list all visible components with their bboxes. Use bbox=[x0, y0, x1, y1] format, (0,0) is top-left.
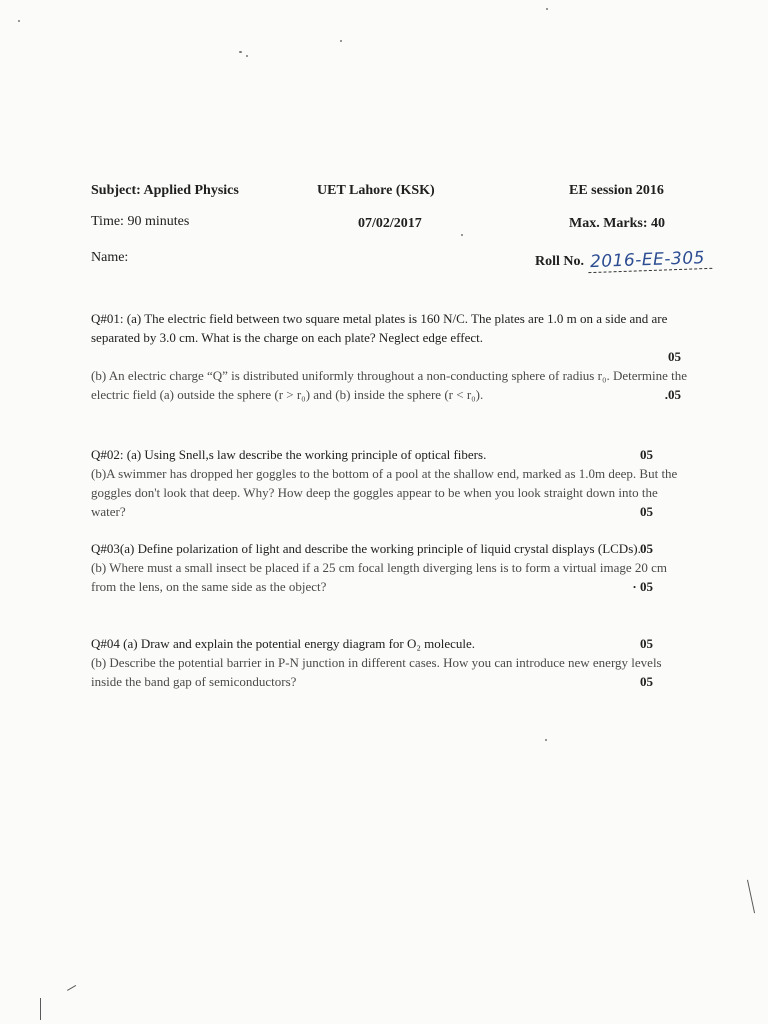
question-3-part-b-text: (b) Where must a small insect be placed if a 25 cm focal length diverging lens is to form a virtual image 20 cm from the lens, on the same side as the object? bbox=[91, 560, 668, 594]
question-4-label: Q#04 bbox=[91, 636, 120, 651]
roll-label: Roll No. bbox=[535, 254, 584, 269]
scan-mark bbox=[747, 880, 755, 913]
roll-value-handwritten: 2016-EE-305 bbox=[587, 248, 712, 273]
question-3-part-a-marks: 05 bbox=[640, 541, 653, 556]
scan-speck bbox=[18, 20, 20, 22]
question-2 bbox=[91, 445, 687, 521]
question-4-part-a-marks: 05 bbox=[640, 636, 653, 651]
question-2-part-a bbox=[91, 445, 687, 464]
question-2-label: Q#02: bbox=[91, 447, 124, 462]
institution: UET Lahore (KSK) bbox=[317, 183, 435, 198]
question-3-label: Q#03 bbox=[91, 541, 120, 556]
question-4-part-b-text: (b) Describe the potential barrier in P-N junction in different cases. How you can introduce new energy levels inside the band gap of semiconductors? bbox=[91, 655, 662, 689]
scan-speck bbox=[546, 8, 548, 10]
question-4-part-a bbox=[91, 634, 687, 653]
scan-speck bbox=[545, 739, 547, 741]
question-4-part-b-marks: 05 bbox=[640, 674, 653, 689]
question-3-part-a bbox=[91, 539, 687, 558]
question-2-part-b-text: (b)A swimmer has dropped her goggles to the bottom of a pool at the shallow end, marked as 1.0m deep. But the goggles don't look that deep. Why? How deep the goggles appear to be when you look straight down into the water? bbox=[91, 466, 678, 519]
question-4-part-a-text: (a) Draw and explain the potential energy diagram for O₂ molecule. bbox=[123, 636, 476, 651]
question-4 bbox=[91, 634, 687, 691]
name-label: Name: bbox=[91, 250, 129, 265]
question-2-part-b-marks: 05 bbox=[640, 504, 653, 519]
scan-mark bbox=[40, 998, 41, 1020]
subject bbox=[91, 183, 239, 199]
question-2-part-a-marks: 05 bbox=[640, 447, 653, 462]
time-label: Time: bbox=[91, 214, 124, 229]
question-1-part-b-text: (b) An electric charge “Q” is distributed uniformly throughout a non-conducting sphere of radius r₀. Determine the electric field (a) outside the sphere (r > r₀) and (b) inside the sphere (r < r₀). bbox=[91, 368, 687, 402]
question-1-part-b-marks: .05 bbox=[664, 387, 681, 402]
question-2-part-a-text: (a) Using Snell,s law describe the working principle of optical fibers. bbox=[126, 447, 487, 462]
time bbox=[91, 214, 189, 230]
question-3 bbox=[91, 539, 687, 596]
exam-date: 07/02/2017 bbox=[358, 216, 422, 231]
session: EE session 2016 bbox=[569, 183, 664, 198]
question-1 bbox=[91, 309, 687, 404]
roll-number bbox=[535, 250, 712, 271]
question-1-part-a-marks: 05 bbox=[668, 349, 681, 364]
scan-speck bbox=[461, 234, 463, 236]
subject-value: Applied Physics bbox=[143, 183, 239, 198]
scan-mark bbox=[67, 985, 76, 991]
max-marks: Max. Marks: 40 bbox=[569, 216, 666, 231]
scan-speck bbox=[340, 40, 342, 42]
question-3-part-a-text: (a) Define polarization of light and describe the working principle of liquid crystal displays (LCDs). bbox=[119, 541, 641, 556]
question-1-part-a-text: (a) The electric field between two square metal plates is 160 N/C. The plates are 1.0 m on a side and are separated by 3.0 cm. What is the charge on each plate? Neglect edge effect. bbox=[91, 311, 668, 345]
subject-label: Subject: bbox=[91, 183, 141, 198]
scan-speck bbox=[246, 55, 248, 57]
question-1-label: Q#01: bbox=[91, 311, 124, 326]
question-3-part-b-marks: · 05 bbox=[632, 579, 653, 594]
question-1-part-a bbox=[91, 309, 687, 347]
time-value: 90 minutes bbox=[127, 214, 190, 229]
scan-speck bbox=[239, 51, 242, 53]
